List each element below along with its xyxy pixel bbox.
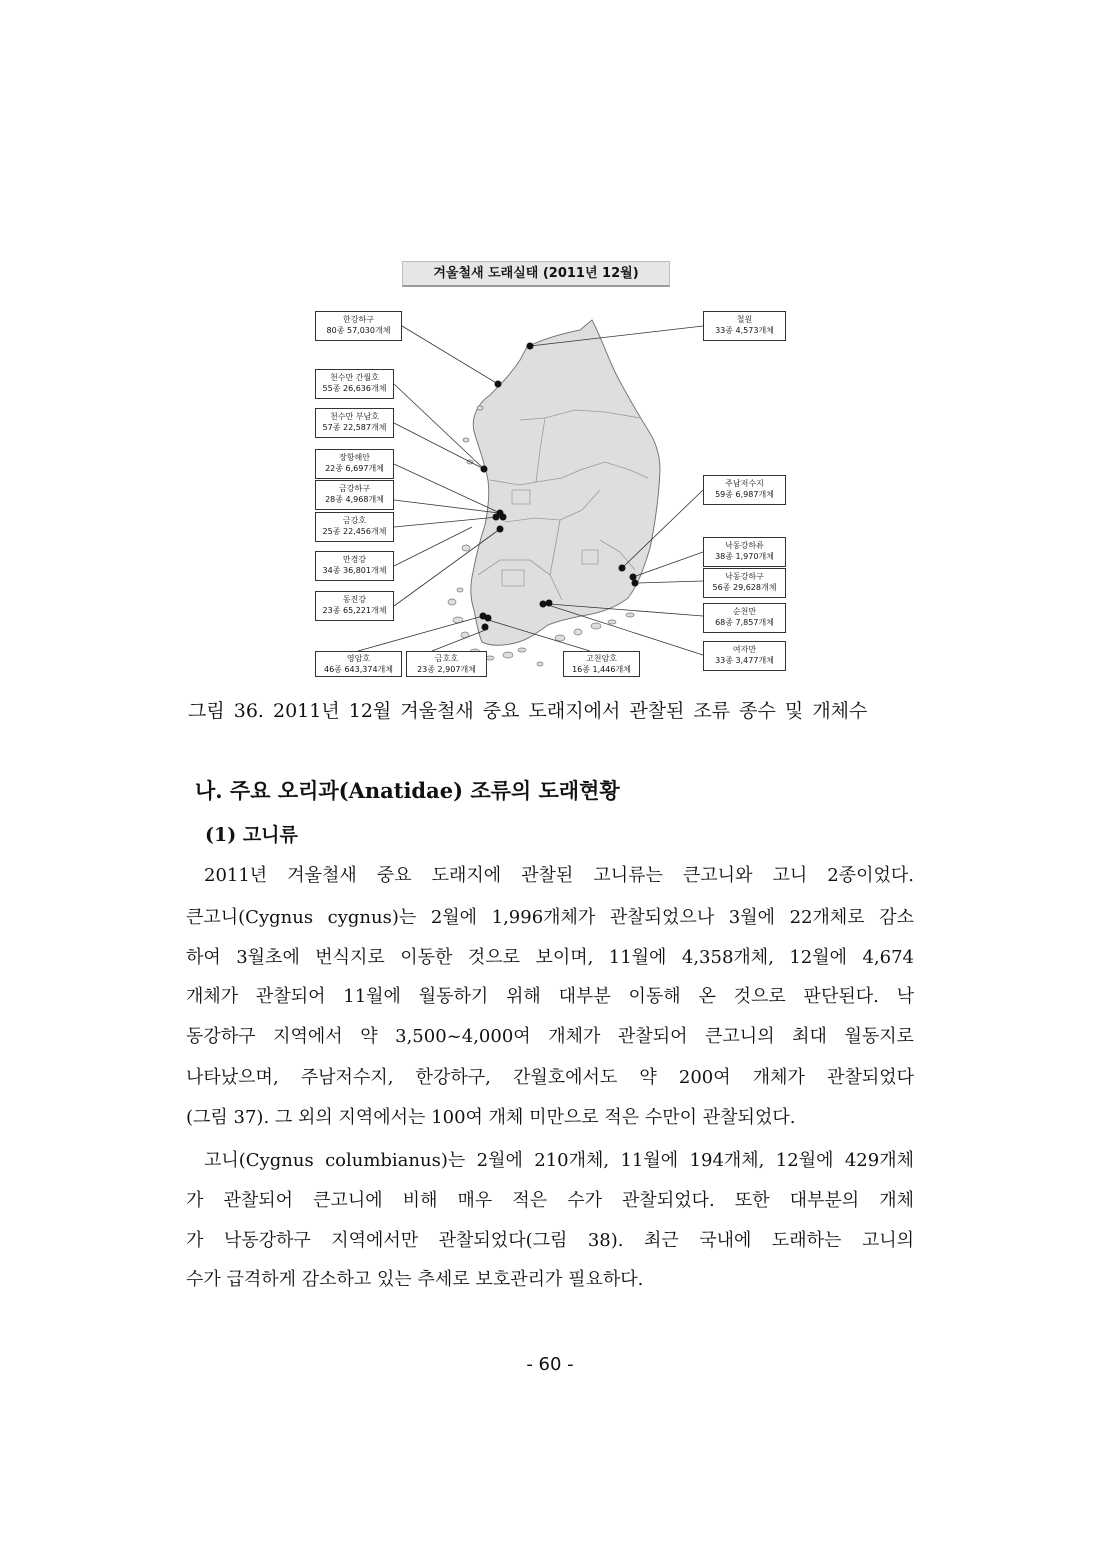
site-marker xyxy=(485,615,492,622)
figure-caption: 그림 36. 2011년 12월 겨울철새 중요 도래지에서 관찰된 조류 종수 및 개체수 xyxy=(188,700,868,722)
site-label-name: 천수만 간월호 xyxy=(330,373,379,382)
site-label-geumgang-estuary xyxy=(315,480,394,510)
site-label-stats: 33종 4,573개체 xyxy=(715,326,774,335)
body-line: 나타났으며, 주남저수지, 한강하구, 간월호에서도 약 200여 개체가 관찰되었다 xyxy=(186,1067,914,1088)
section-title: 나. 주요 오리과(Anatidae) 조류의 도래현황 xyxy=(195,778,620,803)
site-label-stats: 46종 643,374개체 xyxy=(324,665,393,674)
site-marker xyxy=(481,466,488,473)
site-label-stats: 34종 36,801개체 xyxy=(322,566,387,575)
site-label-name: 장항해안 xyxy=(339,453,370,462)
site-label-stats: 23종 2,907개체 xyxy=(417,665,476,674)
site-label-name: 한강하구 xyxy=(343,315,374,324)
body-line: 고니(Cygnus columbianus)는 2월에 210개체, 11월에 194개체, 12월에 429개체 xyxy=(204,1150,914,1171)
body-line: 개체가 관찰되어 11월에 월동하기 위해 대부분 이동해 온 것으로 판단된다. 낙 xyxy=(186,986,914,1007)
body-line: 하여 3월초에 번식지로 이동한 것으로 보이며, 11월에 4,358개체, 12월에 4,674 xyxy=(186,947,914,968)
site-label-junam xyxy=(703,475,786,505)
site-label-stats: 80종 57,030개체 xyxy=(326,326,391,335)
site-label-name: 철원 xyxy=(736,315,753,324)
body-line: 큰고니(Cygnus cygnus)는 2월에 1,996개체가 관찰되었으나 3월에 22개체로 감소 xyxy=(186,907,914,928)
site-label-stats: 38종 1,970개체 xyxy=(715,552,774,561)
site-label-geumgang-lake xyxy=(315,512,394,542)
site-label-stats: 28종 4,968개체 xyxy=(325,495,384,504)
site-label-name: 천수만 부남호 xyxy=(330,412,379,421)
body-line: 2011년 겨울철새 중요 도래지에 관찰된 고니류는 큰고니와 고니 2종이었다. xyxy=(204,865,914,886)
site-label-name: 여자만 xyxy=(732,645,757,654)
site-marker xyxy=(482,624,489,631)
site-marker xyxy=(500,514,507,521)
site-label-cheorwon xyxy=(703,311,786,341)
site-label-hangang-estuary xyxy=(315,311,402,341)
body-line: 동강하구 지역에서 약 3,500~4,000여 개체가 관찰되어 큰고니의 최대 월동지로 xyxy=(186,1026,914,1047)
site-label-stats: 59종 6,987개체 xyxy=(715,490,774,499)
site-label-name: 낙동강하구 xyxy=(725,572,764,581)
site-marker xyxy=(632,580,639,587)
site-label-gocheonam xyxy=(563,651,640,677)
site-label-name: 금강호 xyxy=(342,516,367,525)
site-label-stats: 22종 6,697개체 xyxy=(325,464,384,473)
site-label-name: 금호호 xyxy=(434,654,459,663)
site-label-stats: 33종 3,477개체 xyxy=(715,656,774,665)
site-label-name: 금강하구 xyxy=(339,484,370,493)
site-label-name: 고천암호 xyxy=(586,654,617,663)
site-label-stats: 16종 1,446개체 xyxy=(572,665,631,674)
site-label-yeongam xyxy=(315,651,402,677)
body-line: (그림 37). 그 외의 지역에서는 100여 개체 미만으로 적은 수만이 관찰되었다. xyxy=(186,1107,796,1128)
site-marker xyxy=(546,600,553,607)
site-label-bunam xyxy=(315,408,394,438)
site-label-janghang xyxy=(315,449,394,479)
site-marker xyxy=(497,526,504,533)
site-label-suncheon xyxy=(703,603,786,633)
site-label-dongjin xyxy=(315,591,394,621)
subsection-title: (1) 고니류 xyxy=(205,824,298,846)
site-label-stats: 55종 26,636개체 xyxy=(322,384,387,393)
body-line: 수가 급격하게 감소하고 있는 추세로 보호관리가 필요하다. xyxy=(186,1269,644,1290)
site-marker xyxy=(493,514,500,521)
page-number: - 60 - xyxy=(526,1354,574,1375)
site-label-name: 동진강 xyxy=(342,595,367,604)
map-landmass xyxy=(471,320,660,645)
korea-map xyxy=(0,0,1100,700)
site-label-name: 주남저수지 xyxy=(725,479,764,488)
body-line: 가 낙동강하구 지역에서만 관찰되었다(그림 38). 최근 국내에 도래하는 고니의 xyxy=(186,1230,914,1251)
site-label-ganwol xyxy=(315,369,394,399)
site-label-name: 순천만 xyxy=(732,607,757,616)
site-marker xyxy=(540,601,547,608)
site-label-stats: 25종 22,456개체 xyxy=(322,527,387,536)
site-marker xyxy=(527,343,534,350)
site-label-stats: 57종 22,587개체 xyxy=(322,423,387,432)
site-label-nakdong-lower xyxy=(703,537,786,567)
site-marker xyxy=(619,565,626,572)
site-label-nakdong-estuary xyxy=(703,568,786,598)
site-label-stats: 23종 65,221개체 xyxy=(322,606,387,615)
map-title: 겨울철새 도래실태 (2011년 12월) xyxy=(402,261,670,287)
site-label-geumho xyxy=(406,651,487,677)
site-label-name: 낙동강하류 xyxy=(725,541,764,550)
site-label-name: 만경강 xyxy=(342,555,367,564)
site-label-stats: 68종 7,857개체 xyxy=(715,618,774,627)
site-marker xyxy=(630,574,637,581)
site-label-yeoja xyxy=(703,641,786,671)
korea-peninsula xyxy=(471,320,660,645)
site-label-mangyeong xyxy=(315,551,394,581)
site-marker xyxy=(495,381,502,388)
body-line: 가 관찰되어 큰고니에 비해 매우 적은 수가 관찰되었다. 또한 대부분의 개체 xyxy=(186,1190,914,1211)
site-label-name: 영암호 xyxy=(346,654,371,663)
site-label-stats: 56종 29,628개체 xyxy=(712,583,777,592)
